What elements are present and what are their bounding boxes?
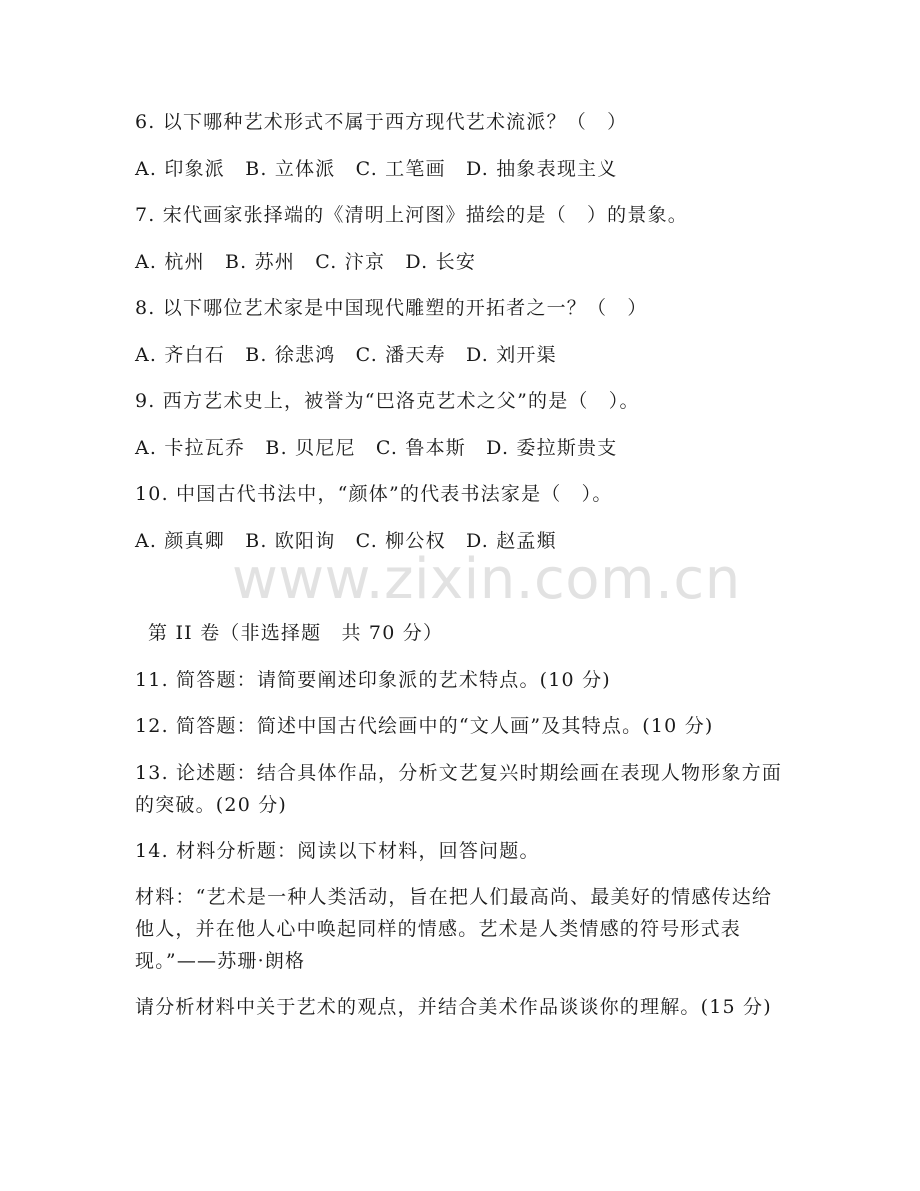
section-2-title: 第 II 卷（非选择题 共 70 分） <box>148 622 444 644</box>
question-10-options: A. 颜真卿 B. 欧阳询 C. 柳公权 D. 赵孟頫 <box>135 530 557 552</box>
question-14: 14. 材料分析题：阅读以下材料，回答问题。 <box>135 840 540 862</box>
watermark-text: www.zixin.com.cn <box>232 547 741 612</box>
question-12: 12. 简答题：简述中国古代绘画中的“文人画”及其特点。(10 分) <box>135 715 714 737</box>
question-6-stem: 6. 以下哪种艺术形式不属于西方现代艺术流派？（ ） <box>135 111 628 133</box>
question-11: 11. 简答题：请简要阐述印象派的艺术特点。(10 分) <box>135 669 611 691</box>
question-9-stem: 9. 西方艺术史上，被誉为“巴洛克艺术之父”的是（ ）。 <box>135 390 640 412</box>
question-6-options: A. 印象派 B. 立体派 C. 工笔画 D. 抽象表现主义 <box>135 158 618 180</box>
question-10-stem: 10. 中国古代书法中，“颜体”的代表书法家是（ ）。 <box>135 483 613 505</box>
question-7-stem: 7. 宋代画家张择端的《清明上河图》描绘的是（ ）的景象。 <box>135 204 688 226</box>
question-8-options: A. 齐白石 B. 徐悲鸿 C. 潘天寿 D. 刘开渠 <box>135 344 557 366</box>
question-14-prompt: 请分析材料中关于艺术的观点，并结合美术作品谈谈你的理解。(15 分) <box>135 996 772 1018</box>
question-9-options: A. 卡拉瓦乔 B. 贝尼尼 C. 鲁本斯 D. 委拉斯贵支 <box>135 437 618 459</box>
material-quote: 材料：“艺术是一种人类活动，旨在把人们最高尚、最美好的情感传达给他人，并在他人心中唤起同样的情感。艺术是人类情感的符号形式表现。”——苏珊·朗格 <box>135 886 773 972</box>
question-7-options: A. 杭州 B. 苏州 C. 汴京 D. 长安 <box>135 251 477 273</box>
question-13: 13. 论述题：结合具体作品，分析文艺复兴时期绘画在表现人物形象方面的突破。(20 分) <box>135 762 783 816</box>
question-8-stem: 8. 以下哪位艺术家是中国现代雕塑的开拓者之一？（ ） <box>135 297 648 319</box>
